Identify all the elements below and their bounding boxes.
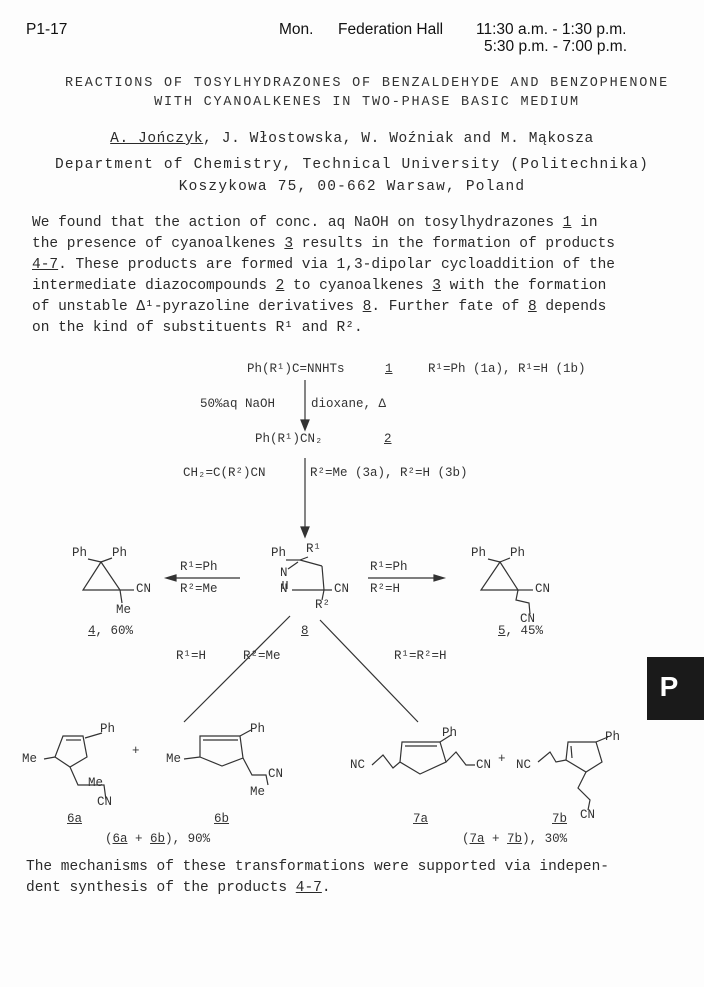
affiliation-line-2: Koszykowa 75, 00-662 Warsaw, Poland [178, 179, 526, 195]
intro-text: to cyanoalkenes [284, 278, 433, 294]
atom-label: R¹ [306, 542, 322, 556]
compound-7a-structure [372, 735, 475, 774]
compound-8-number: 8 [301, 624, 309, 638]
atom-label: Me [166, 752, 182, 766]
atom-label: Me [22, 752, 38, 766]
atom-label: R² [315, 598, 331, 612]
arrowhead [301, 420, 309, 430]
alkene-3-formula: CH₂=C(R²)CN [183, 466, 266, 480]
compound-5-yield: , 45% [505, 624, 544, 638]
condition-label: R²=Me [180, 582, 218, 596]
intermediate-2-number: 2 [384, 432, 392, 446]
atom-label: Ph [100, 722, 116, 736]
atom-label: Ph [250, 722, 266, 736]
session-day: Mon. [279, 21, 314, 38]
atom-label: Ph [442, 726, 458, 740]
compound-ref: 1 [562, 215, 572, 231]
paper-title-line-2: WITH CYANOALKENES IN TWO-PHASE BASIC MEDIUM [154, 95, 580, 110]
reagent-solvent: dioxane, Δ [311, 397, 387, 411]
atom-label: CN [535, 582, 551, 596]
yield-6: (6a + 6b), 90% [105, 832, 211, 846]
atom-label: Me [88, 776, 104, 790]
atom-label: Ph [72, 546, 88, 560]
yield-6a-ref: 6a [112, 832, 128, 846]
yield-6b-ref: 6b [150, 832, 166, 846]
paper-title-line-1: REACTIONS OF TOSYLHYDRAZONES OF BENZALDEHYDE AND BENZOPHENONE [65, 76, 669, 91]
compound-ref: 3 [432, 278, 441, 294]
condition-label: R²=H [370, 582, 401, 596]
atom-label: CN [268, 767, 284, 781]
compound-range: 4-7 [295, 880, 322, 896]
compound-4-number: 4 [88, 624, 96, 638]
intro-text: results in the formation of products [293, 236, 615, 252]
co-authors: , J. Włostowska, W. Woźniak and M. Mąkosza [203, 131, 594, 147]
plus-sign: + [498, 752, 506, 766]
session-code: P1-17 [26, 21, 68, 38]
arrowhead [434, 575, 444, 581]
conclusion-text: dent synthesis of the products [26, 880, 296, 896]
atom-label: CN [520, 612, 536, 626]
condition-label: R¹=Ph [370, 560, 408, 574]
conclusion-text: . [321, 880, 331, 896]
section-tab [647, 657, 704, 720]
reagent-base: 50%aq NaOH [200, 397, 276, 411]
atom-label: NC [516, 758, 532, 772]
compound-4-caption [88, 624, 133, 638]
compound-ref: 2 [275, 278, 285, 294]
yield-7-value: 30% [544, 832, 568, 846]
reactant-1-variants: R¹=Ph (1a), R¹=H (1b) [428, 362, 586, 376]
yield-7: (7a + 7b), 30% [462, 832, 568, 846]
reactant-1-formula: Ph(R¹)C=NNHTs [247, 362, 345, 376]
atom-label: NC [350, 758, 366, 772]
compound-5-structure [481, 558, 533, 614]
compound-7a-label: 7a [413, 812, 429, 826]
compound-5-caption [498, 624, 543, 638]
session-time-2: 5:30 p.m. - 7:00 p.m. [484, 38, 628, 55]
compound-ref: 4-7 [32, 257, 59, 273]
intro-text: the presence of cyanoalkenes [32, 236, 285, 252]
condition-label: R¹=H [176, 649, 207, 663]
atom-label: CN [97, 795, 113, 809]
condition-label: R¹=R²=H [394, 649, 447, 663]
compound-4-yield: , 60% [95, 624, 134, 638]
alkene-3-variants: R²=Me (3a), R²=H (3b) [310, 466, 468, 480]
compound-6a-label: 6a [67, 812, 83, 826]
atom-label: Ph [510, 546, 526, 560]
compound-6b-structure [184, 730, 268, 785]
section-tab-letter: P [659, 671, 679, 702]
compound-ref: 8 [528, 299, 537, 315]
compound-ref: 3 [284, 236, 294, 252]
plus-sign: + [132, 744, 140, 758]
arrowhead [166, 575, 176, 581]
conclusion-line-1: The mechanisms of these transformations were supported via indepen- [26, 859, 609, 875]
yield-6-value: 90% [187, 832, 211, 846]
condition-label: R¹=Ph [180, 560, 218, 574]
intro-text: in [571, 215, 598, 231]
intro-text: intermediate diazocompounds [32, 278, 276, 294]
atom-label: CN [334, 582, 350, 596]
yield-7a-ref: 7a [469, 832, 485, 846]
presenting-author: A. Jończyk [110, 131, 204, 147]
atom-label: CN [476, 758, 492, 772]
affiliation-line-1: Department of Chemistry, Technical University (Politechnika) [54, 157, 650, 173]
intro-text: depends [536, 299, 607, 315]
intro-text: We found that the action of conc. aq NaOH on tosylhydrazones [32, 215, 563, 231]
intro-text: with the formation [440, 278, 607, 294]
compound-5-number: 5 [498, 624, 506, 638]
atom-label: Me [116, 603, 132, 617]
session-time-1: 11:30 a.m. - 1:30 p.m. [476, 21, 627, 38]
atom-label: Ph [471, 546, 487, 560]
compound-4-structure [83, 558, 134, 603]
compound-6b-label: 6b [214, 812, 230, 826]
arrow-8-to-6 [184, 616, 290, 722]
compound-ref: 8 [362, 299, 372, 315]
compound-7b-structure [538, 737, 608, 810]
atom-label: CN [136, 582, 152, 596]
reactant-1-number: 1 [385, 362, 393, 376]
intro-text: on the kind of substituents R¹ and R². [32, 320, 363, 336]
intro-text: . Further fate of [371, 299, 528, 315]
conclusion-line-2 [26, 880, 331, 896]
intro-text: of unstable Δ¹-pyrazoline derivatives [32, 299, 363, 315]
atom-label: Ph [271, 546, 287, 560]
condition-label: R²=Me [243, 649, 281, 663]
yield-7b-ref: 7b [507, 832, 523, 846]
atom-label: N [280, 582, 288, 596]
arrow-8-to-7 [320, 620, 418, 722]
atom-label: N [280, 566, 288, 580]
compound-7b-label: 7b [552, 812, 568, 826]
atom-label: Ph [112, 546, 128, 560]
atom-label: CN [580, 808, 596, 822]
arrowhead [301, 527, 309, 537]
session-venue: Federation Hall [338, 21, 444, 38]
compound-8-structure [283, 557, 332, 600]
atom-label: Me [250, 785, 266, 799]
intermediate-2-formula: Ph(R¹)CN₂ [255, 432, 323, 446]
intro-text: . These products are formed via 1,3-dipolar cycloaddition of the [58, 257, 615, 273]
atom-label: Ph [605, 730, 621, 744]
